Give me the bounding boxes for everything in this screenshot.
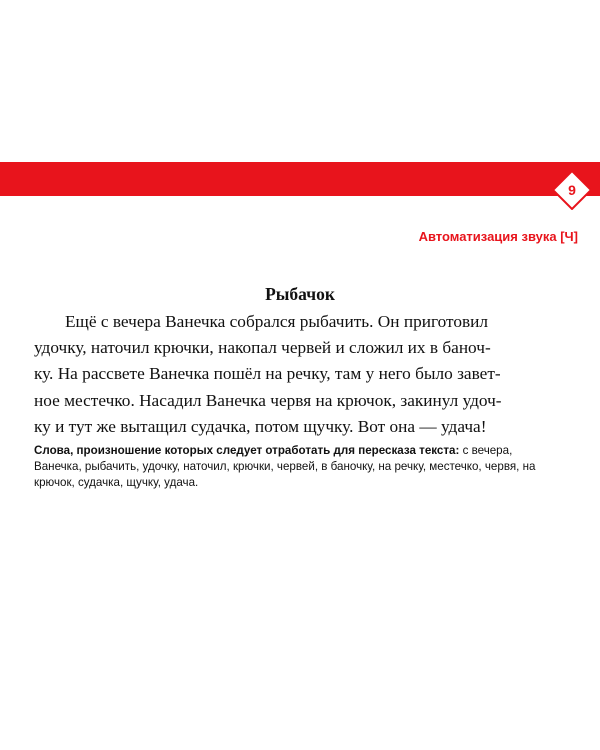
story-line: ку и тут же вытащил судачка, потом щучку. Вот она — удача! bbox=[34, 416, 487, 436]
words-note-label: Слова, произношение которых следует отработать для пересказа текста: bbox=[34, 444, 460, 457]
red-header-band bbox=[0, 162, 600, 196]
words-note-list: с вечера, Ванечка, рыбачить, удочку, наточил, крючки, червей, в баночку, на речку, местечко, червя, на крючок, судачка, щучку, удача. bbox=[34, 444, 536, 489]
story-line: удочку, наточил крючки, накопал червей и сложил их в баноч- bbox=[34, 338, 491, 358]
story-line: Ещё с вечера Ванечка собрался рыбачить. Он приготовил bbox=[65, 312, 489, 331]
page-number-badge bbox=[552, 170, 592, 210]
story-text bbox=[34, 309, 594, 440]
page-number: 9 bbox=[568, 182, 576, 198]
section-title: Автоматизация звука [Ч] bbox=[418, 229, 578, 244]
story-title: Рыбачок bbox=[265, 284, 335, 304]
words-note bbox=[34, 443, 562, 491]
story-line: ку. На рассвете Ванечка пошёл на речку, там у него было завет- bbox=[34, 364, 501, 384]
story-line: ное местечко. Насадил Ванечка червя на крючок, закинул удоч- bbox=[34, 390, 502, 410]
